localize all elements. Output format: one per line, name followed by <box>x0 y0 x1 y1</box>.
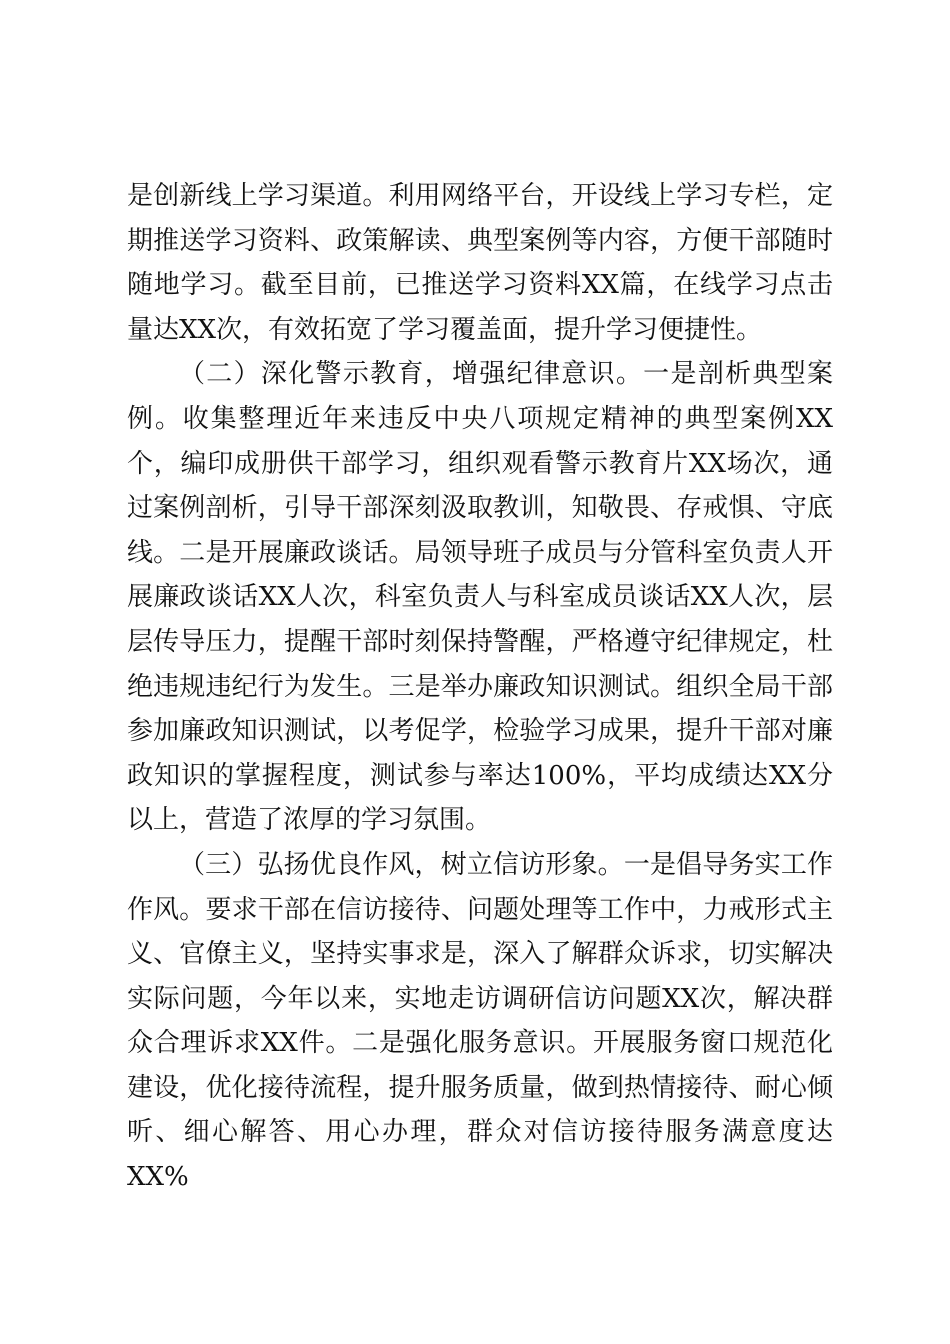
paragraph-warning-education: （二）深化警示教育，增强纪律意识。一是剖析典型案例。收集整理近年来违反中央八项规定精神的典型案例XX个，编印成册供干部学习，组织观看警示教育片XX场次，通过案例剖析，引导干部深刻汲取教训，知敬畏、存戒惧、守底线。二是开展廉政谈话。局领导班子成员与分管科室负责人开展廉政谈话XX人次，科室负责人与科室成员谈话XX人次，层层传导压力，提醒干部时刻保持警醒，严格遵守纪律规定，杜绝违规违纪行为发生。三是举办廉政知识测试。组织全局干部参加廉政知识测试，以考促学，检验学习成果，提升干部对廉政知识的掌握程度，测试参与率达100%，平均成绩达XX分以上，营造了浓厚的学习氛围。 <box>127 359 833 836</box>
document-body <box>127 174 833 1200</box>
paragraph-online-learning: 是创新线上学习渠道。利用网络平台，开设线上学习专栏，定期推送学习资料、政策解读、典型案例等内容，方便干部随时随地学习。截至目前，已推送学习资料XX篇，在线学习点击量达XX次，有效拓宽了学习覆盖面，提升学习便捷性。 <box>127 181 833 345</box>
paragraph-work-style: （三）弘扬优良作风，树立信访形象。一是倡导务实工作作风。要求干部在信访接待、问题处理等工作中，力戒形式主义、官僚主义，坚持实事求是，深入了解群众诉求，切实解决实际问题，今年以来，实地走访调研信访问题XX次，解决群众合理诉求XX件。二是强化服务意识。开展服务窗口规范化建设，优化接待流程，提升服务质量，做到热情接待、耐心倾听、细心解答、用心办理，群众对信访接待服务满意度达XX% <box>127 849 833 1193</box>
